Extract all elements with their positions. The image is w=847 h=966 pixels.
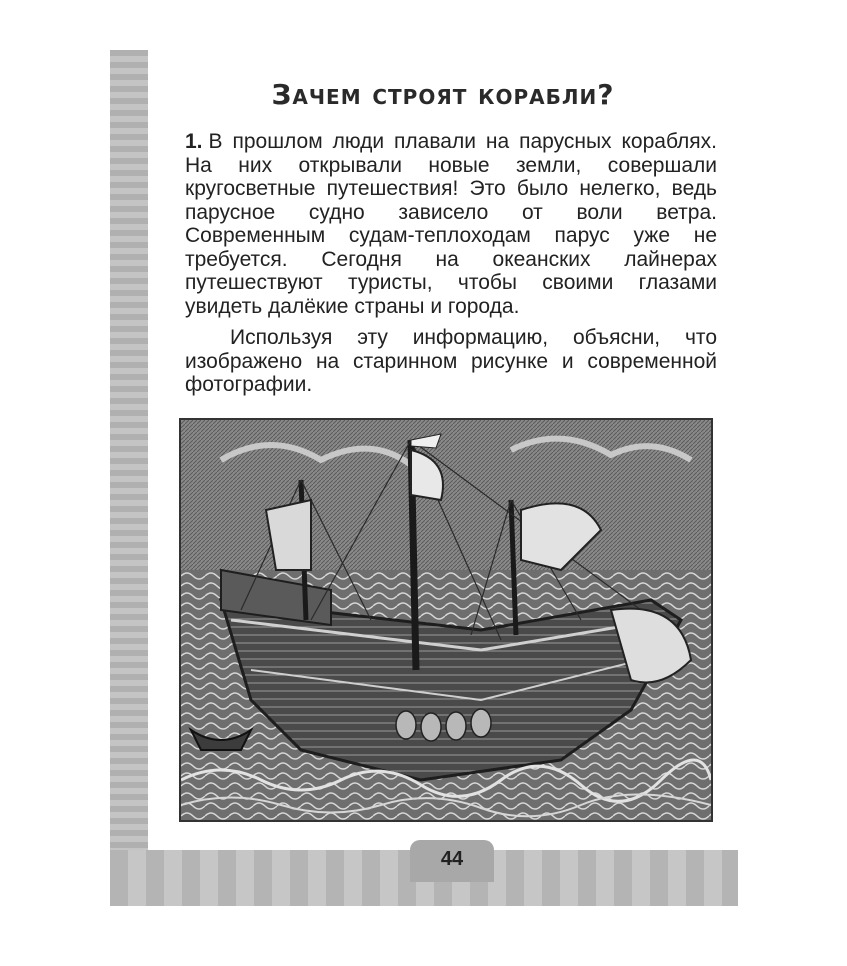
ship-engraving-image	[181, 420, 711, 820]
page-side-strip	[110, 50, 150, 906]
task-paragraph	[185, 130, 717, 318]
sailing-ship-illustration	[179, 418, 713, 822]
page-title: Зачем строят корабли?	[271, 78, 615, 111]
textbook-page	[148, 50, 738, 850]
page-number-tab	[410, 840, 494, 882]
task-instruction: Используя эту информацию, объясни, что изображено на старинном рисунке и современной фотографии.	[185, 326, 717, 396]
page-number: 44	[440, 848, 464, 870]
task-number: 1.	[185, 130, 203, 153]
task-text: В прошлом люди плавали на парусных кораблях. На них открывали новые земли, совершали кругосветные путешествия! Это было нелегко, ведь парусное судно зависело от воли ветра. Современным судам-теплоходам парус уже не требуется. Сегодня на океанских лайнерах путешествуют туристы, чтобы своими глазами увидеть далёкие страны и города.	[185, 130, 717, 318]
